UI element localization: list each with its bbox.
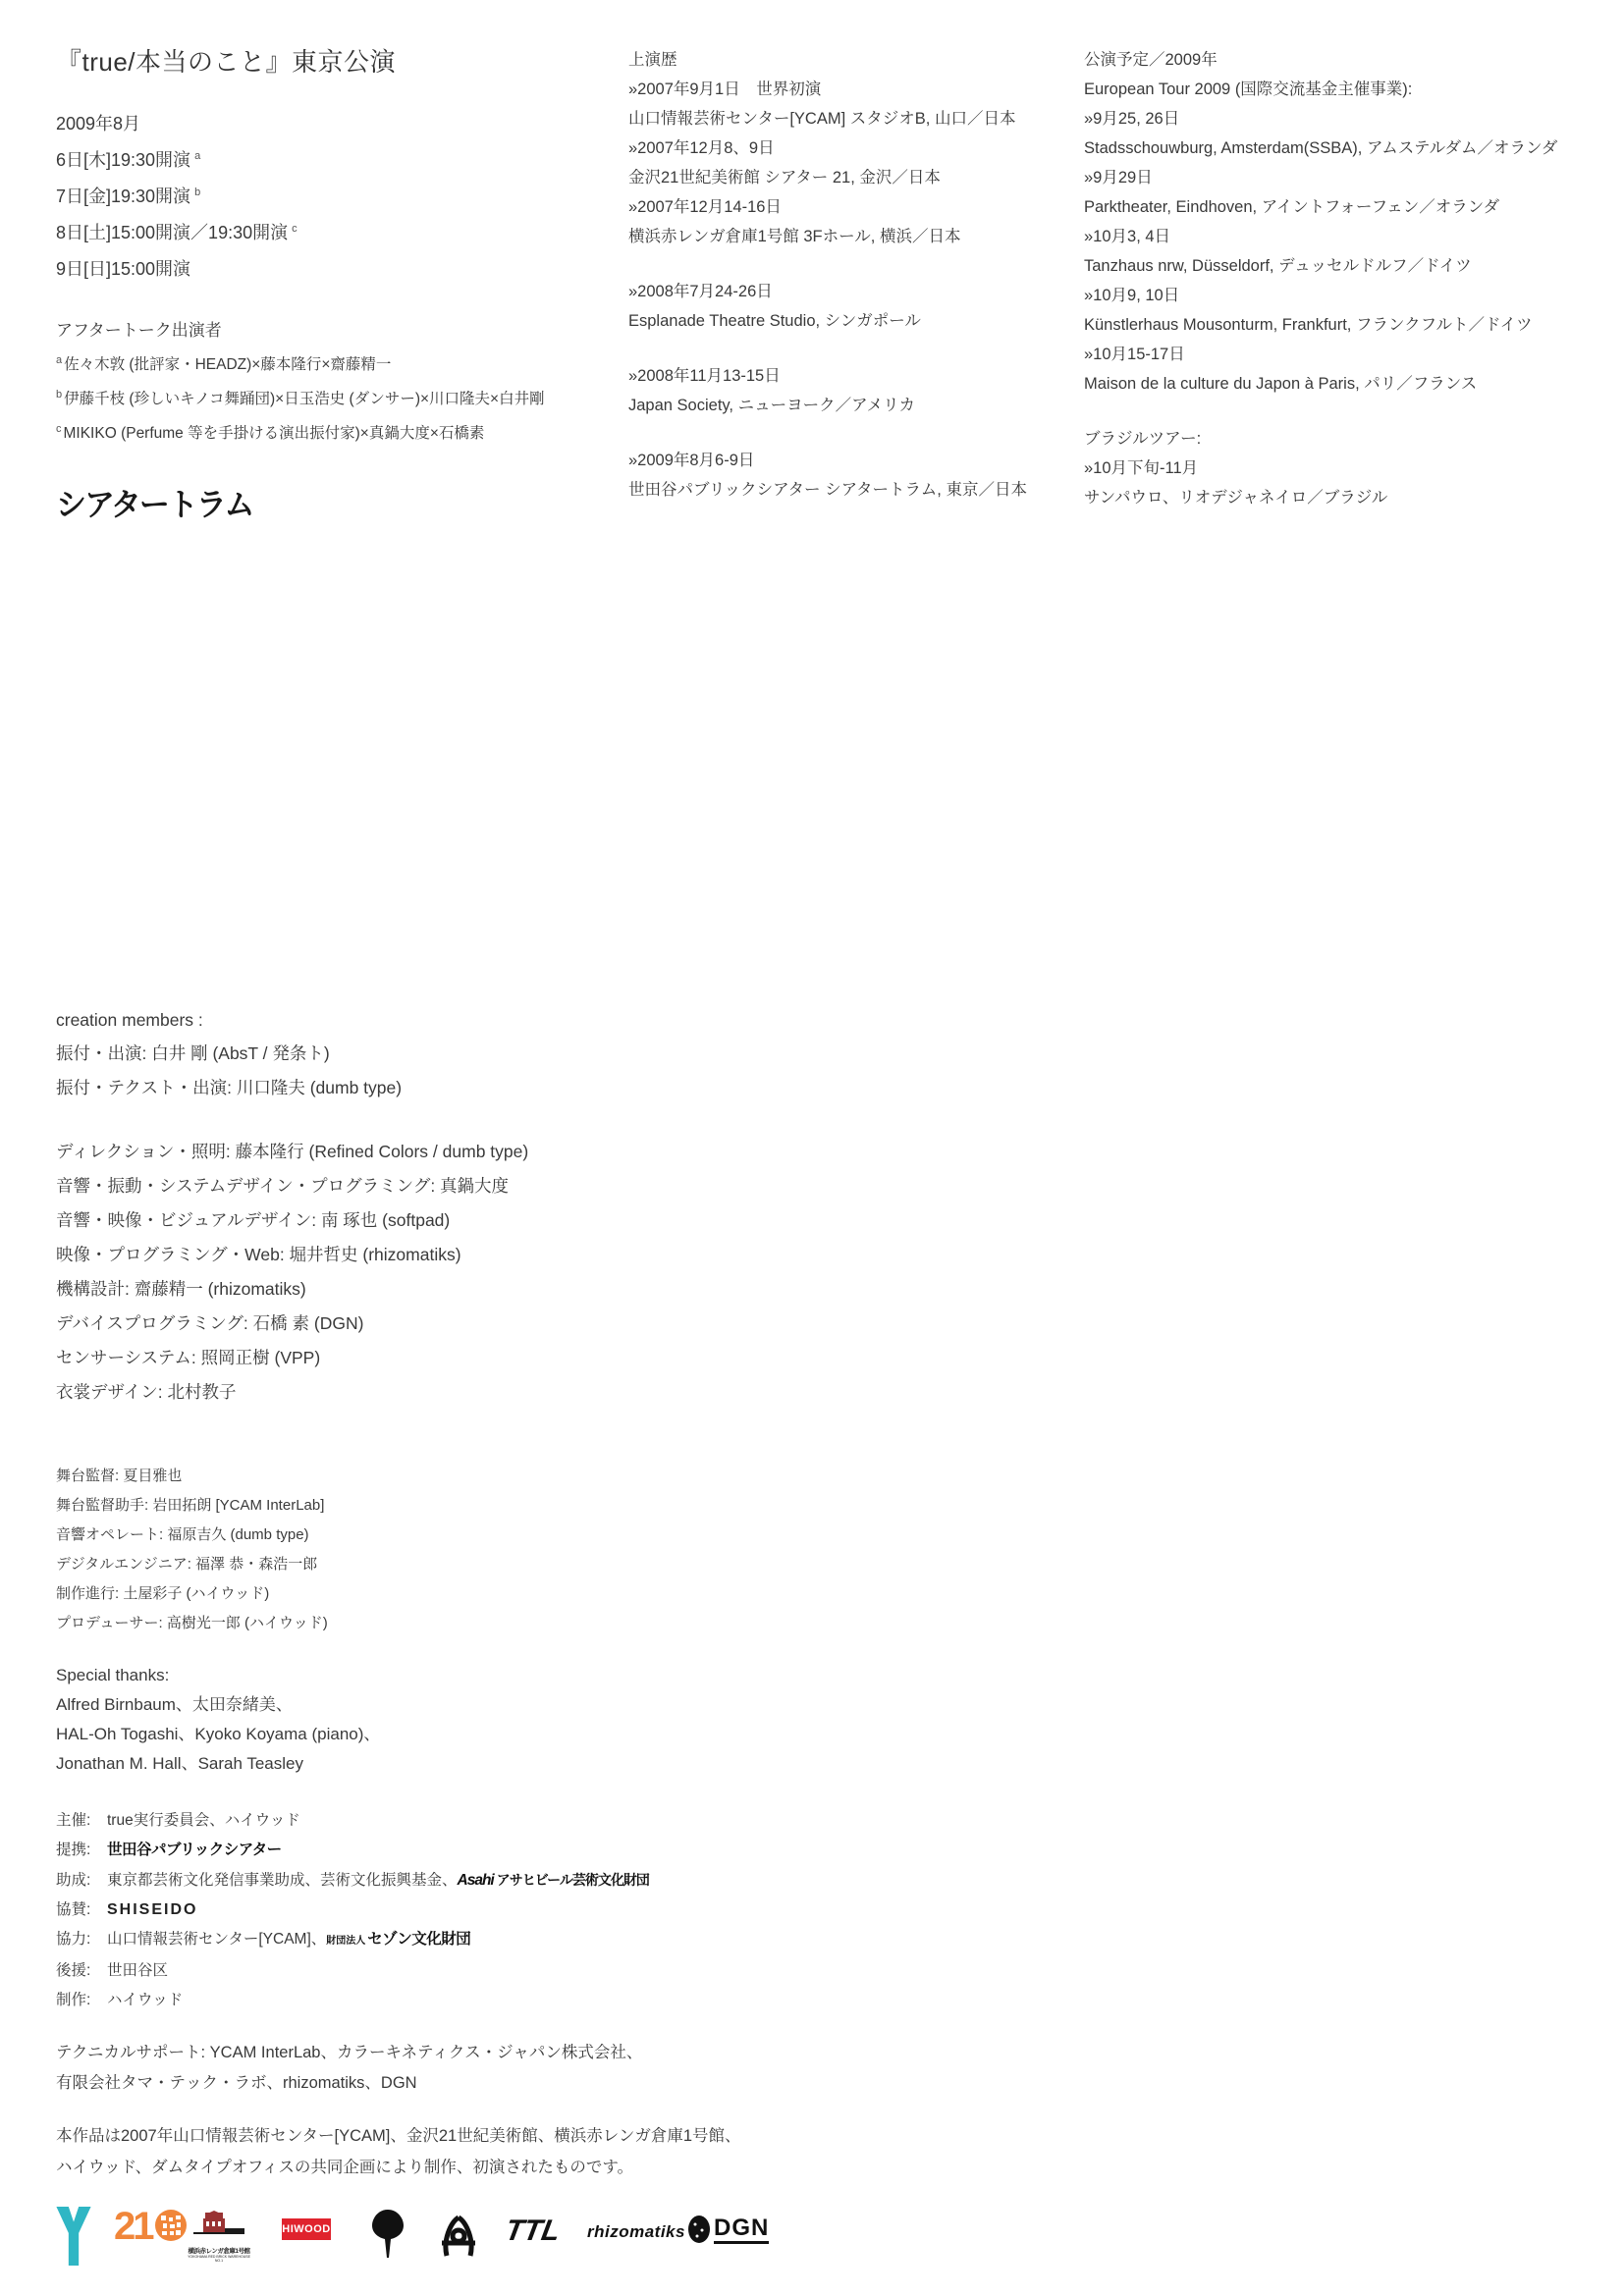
organizer-line: 提携: 世田谷パブリックシアター (56, 1842, 282, 1858)
tour-date: »10月9, 10日 (1084, 287, 1180, 304)
tour-venue: Stadsschouwburg, Amsterdam(SSBA), アムステルダム／オランダ (1084, 139, 1558, 157)
saison-foundation-logo: セゾン文化財団 (367, 1931, 471, 1948)
history-venue: 横浜赤レンガ倉庫1号館 3Fホール, 横浜／日本 (628, 228, 961, 245)
creation-members-block (56, 1003, 940, 1410)
ginkgo-leaf-logo (371, 2209, 405, 2265)
aftertalk-item: $^b$ 伊藤千枝 (珍しいキノコ舞踊団)×日玉浩史 (ダンサー)×川口隆夫×白井剛 (56, 389, 545, 408)
history-venue: Japan Society, ニューヨーク／アメリカ (628, 397, 915, 414)
history-venue: Esplanade Theatre Studio, シンガポール (628, 312, 921, 330)
column-performance-history (628, 45, 1075, 505)
schedule-month: 2009年8月 (56, 114, 141, 133)
history-date: »2007年9月1日 世界初演 (628, 80, 822, 98)
staff-line: 舞台監督助手: 岩田拓朗 [YCAM InterLab] (56, 1497, 325, 1514)
aftertalk-item: $^c$ MIKIKO (Perfume 等を手掛ける演出振付家)×真鍋大度×石橋素 (56, 423, 485, 443)
creation-heading: creation members : (56, 1010, 203, 1030)
theatre-tram-logo: シアタートラム (56, 486, 253, 523)
creation-performer: 振付・テクスト・出演: 川口隆夫 (dumb type) (56, 1078, 403, 1097)
kanazawa-21-number: 21 (114, 2205, 152, 2248)
special-thanks-block (56, 1661, 743, 1779)
credit-line: 音響・振動・システムデザイン・プログラミング: 真鍋大度 (56, 1176, 510, 1196)
history-entry (628, 277, 1075, 336)
upcoming-subheading: European Tour 2009 (国際交流基金主催事業): (1084, 80, 1413, 98)
ycam-y-icon (56, 2207, 91, 2266)
organizer-line: 主催: true実行委員会、ハイウッド (56, 1812, 300, 1829)
tour-venue: Parktheater, Eindhoven, アイントフォーフェン／オランダ (1084, 198, 1500, 216)
knot-monogram-logo (440, 2211, 477, 2263)
organizer-line: 助成: 東京都芸術文化発信事業助成、芸術文化振興基金、Asahi アサヒビール芸術文化財団 (56, 1872, 649, 1889)
rhizomatiks-text: rhizomatiks (587, 2222, 685, 2241)
dgn-logo (687, 2215, 769, 2244)
tour-entry (1084, 340, 1619, 399)
coproduction-line: ハイウッド、ダムタイプオフィスの共同企画により制作、初演されたものです。 (56, 2159, 634, 2176)
schedule-date: 7日[金]19:30開演 $^b$ (56, 187, 201, 206)
credit-line: ディレクション・照明: 藤本隆行 (Refined Colors / dumb type) (56, 1142, 529, 1161)
organizers-block (56, 1806, 1136, 2015)
page-title: 『true/本当のこと』東京公演 (56, 47, 397, 77)
staff-line: 制作進行: 土屋彩子 (ハイウッド) (56, 1585, 270, 1602)
kanazawa-circle-icon (154, 2209, 188, 2242)
thanks-line: Alfred Birnbaum、太田奈緒美、 (56, 1695, 293, 1714)
schedule-block (56, 108, 621, 286)
asahi-logo-mark: Asahi (457, 1872, 494, 1889)
dgn-text: DGN (714, 2216, 769, 2244)
red-brick-subcaption: YOKOHAMA RED BRICK WAREHOUSE NO.1 (188, 2255, 250, 2263)
ycam-logo (56, 2207, 91, 2270)
tour-date: »9月29日 (1084, 169, 1153, 187)
sponsor-logo-strip (0, 2205, 1624, 2273)
hiwood-text: HIWOOD (282, 2223, 331, 2235)
tour-entry (1084, 163, 1619, 222)
creation-credits (56, 1135, 940, 1410)
staff-line: 舞台監督: 夏目雅也 (56, 1468, 183, 1484)
history-entry (628, 133, 1075, 192)
tour-venue: Künstlerhaus Mousonturm, Frankfurt, フランクフルト／ドイツ (1084, 316, 1533, 334)
setagaya-public-theatre-logo: 世田谷パブリックシアター (107, 1842, 282, 1858)
upcoming-heading: 公演予定／2009年 (1084, 51, 1218, 69)
credit-line: 機構設計: 齋藤精一 (rhizomatiks) (56, 1279, 306, 1299)
brazil-heading: ブラジルツアー: (1084, 430, 1202, 448)
tour-venue: Maison de la culture du Japon à Paris, パリ／フランス (1084, 375, 1478, 393)
staff-line: デジタルエンジニア: 福澤 恭・森浩一郎 (56, 1556, 318, 1573)
history-venue: 世田谷パブリックシアター シアタートラム, 東京／日本 (628, 481, 1027, 499)
creation-performer: 振付・出演: 白井 剛 (AbsT / 発条ト) (56, 1043, 330, 1063)
aftertalk-heading: アフタートーク出演者 (56, 321, 222, 340)
history-entry (628, 361, 1075, 420)
organizer-line: 協力: 山口情報芸術センター[YCAM]、財団法人 セゾン文化財団 (56, 1931, 471, 1948)
brazil-date: »10月下旬-11月 (1084, 459, 1199, 477)
staff-block (56, 1462, 743, 1638)
dgn-oval-icon (687, 2215, 711, 2244)
ttl-logo (503, 2215, 563, 2248)
history-date: »2007年12月14-16日 (628, 198, 782, 216)
ttl-text: TTL (503, 2215, 563, 2247)
asahi-foundation-logo: アサヒビール芸術文化財団 (496, 1872, 649, 1888)
history-date: »2008年7月24-26日 (628, 283, 773, 300)
organizer-line: 後援: 世田谷区 (56, 1962, 169, 1979)
technical-support-block (56, 2038, 1136, 2099)
rhizomatiks-logo (587, 2222, 685, 2242)
tour-venue: Tanzhaus nrw, Düsseldorf, デュッセルドルフ／ドイツ (1084, 257, 1472, 275)
shiseido-logo: SHISEIDO (107, 1901, 198, 1918)
history-date: »2008年11月13-15日 (628, 367, 781, 385)
history-entry (628, 446, 1075, 505)
staff-line: プロデューサー: 高樹光一郎 (ハイウッド) (56, 1615, 328, 1631)
tour-date: »9月25, 26日 (1084, 110, 1180, 128)
aftertalk-block (56, 315, 621, 449)
knot-monogram-icon (440, 2211, 477, 2258)
thanks-line: Jonathan M. Hall、Sarah Teasley (56, 1754, 303, 1773)
thanks-line: HAL-Oh Togashi、Kyoko Koyama (piano)、 (56, 1725, 381, 1743)
credit-line: 映像・プログラミング・Web: 堀井哲史 (rhizomatiks) (56, 1245, 461, 1264)
yokohama-red-brick-warehouse-logo (185, 2211, 253, 2263)
tour-entry (1084, 281, 1619, 340)
hiwood-logo (282, 2218, 331, 2240)
schedule-date: 6日[木]19:30開演 $^a$ (56, 150, 201, 170)
brazil-tour-block (1084, 424, 1619, 512)
organizer-line: 制作: ハイウッド (56, 1992, 184, 2008)
column-upcoming-tour (1084, 45, 1619, 512)
history-heading: 上演歴 (628, 51, 677, 69)
history-date: »2009年8月6-9日 (628, 452, 755, 469)
credit-line: 音響・映像・ビジュアルデザイン: 南 琢也 (softpad) (56, 1210, 451, 1230)
credit-line: 衣裳デザイン: 北村教子 (56, 1382, 237, 1402)
history-venue: 金沢21世紀美術館 シアター 21, 金沢／日本 (628, 169, 941, 187)
aftertalk-item: $^a$ 佐々木敦 (批評家・HEADZ)×藤本隆行×齋藤精一 (56, 354, 392, 374)
tour-entry (1084, 222, 1619, 281)
brazil-venue: サンパウロ、リオデジャネイロ／ブラジル (1084, 489, 1388, 507)
history-venue: 山口情報芸術センター[YCAM] スタジオB, 山口／日本 (628, 110, 1016, 128)
credit-line: センサーシステム: 照岡正樹 (VPP) (56, 1348, 321, 1367)
technical-line: テクニカルサポート: YCAM InterLab、カラーキネティクス・ジャパン株式会社、 (56, 2044, 643, 2061)
coproduction-line: 本作品は2007年山口情報芸術センター[YCAM]、金沢21世紀美術館、横浜赤レンガ倉庫1号館、 (56, 2127, 741, 2145)
tour-date: »10月3, 4日 (1084, 228, 1171, 245)
history-date: »2007年12月8、9日 (628, 139, 775, 157)
credit-line: デバイスプログラミング: 石橋 素 (DGN) (56, 1313, 364, 1333)
tour-entry (1084, 104, 1619, 163)
ginkgo-leaf-icon (371, 2209, 405, 2260)
column-performance-info (56, 45, 621, 522)
history-entry (628, 192, 1075, 251)
red-brick-building-icon (191, 2211, 246, 2240)
kanazawa-21-museum-logo (114, 2205, 188, 2248)
staff-line: 音響オペレート: 福原吉久 (dumb type) (56, 1526, 309, 1543)
technical-line: 有限会社タマ・テック・ラボ、rhizomatiks、DGN (56, 2074, 417, 2092)
thanks-heading: Special thanks: (56, 1666, 170, 1684)
schedule-date: 8日[土]15:00開演／19:30開演 $^c$ (56, 223, 298, 242)
schedule-date: 9日[日]15:00開演 (56, 259, 191, 279)
red-brick-caption: 横浜赤レンガ倉庫1号館 (188, 2248, 250, 2255)
history-entry (628, 75, 1075, 133)
tour-date: »10月15-17日 (1084, 346, 1185, 363)
organizer-line: 協賛: SHISEIDO (56, 1901, 198, 1918)
coproduction-note (56, 2120, 1234, 2183)
